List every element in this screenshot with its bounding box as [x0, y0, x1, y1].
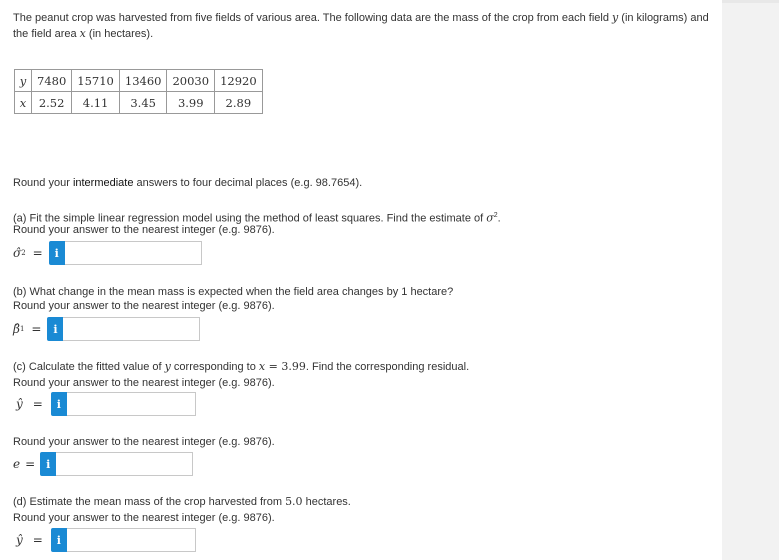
info-icon[interactable]: i	[49, 241, 65, 265]
table-cell: 7480	[32, 70, 72, 92]
info-icon[interactable]: i	[51, 392, 67, 416]
problem-statement: The peanut crop was harvested from five fields of various area. The following data are the mass of the crop from each field y (in kilograms) and the field area x (in hectares).	[13, 11, 709, 40]
row-label-y: y	[15, 70, 32, 92]
part-c-residual-round-note: Round your answer to the nearest integer (e.g. 9876).	[13, 436, 275, 448]
part-b-round-note: Round your answer to the nearest integer (e.g. 9876).	[13, 300, 275, 312]
equals-sign: =	[31, 322, 42, 336]
row-label-x: x	[15, 92, 32, 114]
part-d-question: (d) Estimate the mean mass of the crop harvested from 5.0 hectares.	[13, 495, 351, 508]
part-c-residual-row	[13, 451, 193, 477]
y-hat-symbol: ŷ	[16, 533, 23, 547]
table-cell: 13460	[119, 70, 167, 92]
equals-sign: =	[25, 457, 36, 471]
sigma-hat-symbol: σ̂ 2	[13, 246, 26, 260]
info-icon[interactable]: i	[40, 452, 56, 476]
equals-sign: =	[32, 246, 43, 260]
part-c-round-note: Round your answer to the nearest integer (e.g. 9876).	[13, 377, 275, 389]
part-d-answer-row	[13, 527, 196, 553]
info-icon[interactable]: i	[51, 528, 67, 552]
table-cell: 2.52	[32, 92, 72, 114]
table-cell: 4.11	[72, 92, 120, 114]
beta-hat-symbol: β̂ 1	[13, 322, 25, 336]
residual-symbol: e	[13, 457, 21, 471]
table-cell: 20030	[167, 70, 215, 92]
data-table	[14, 69, 263, 114]
part-b-question: (b) What change in the mean mass is expected when the field area changes by 1 hectare?	[13, 286, 454, 298]
residual-input[interactable]	[56, 452, 193, 476]
mean-mass-estimate-input[interactable]	[67, 528, 196, 552]
part-c-question: (c) Calculate the fitted value of y corresponding to x = 3.99. Find the corresponding residual.	[13, 360, 470, 373]
part-a-round-note: Round your answer to the nearest integer (e.g. 9876).	[13, 224, 275, 236]
table-cell: 3.45	[119, 92, 167, 114]
info-icon[interactable]: i	[47, 317, 63, 341]
part-b-answer-row	[13, 316, 200, 342]
equals-sign: =	[32, 533, 43, 547]
table-cell: 15710	[72, 70, 120, 92]
table-row-x	[15, 92, 263, 114]
table-cell: 3.99	[167, 92, 215, 114]
part-d-round-note: Round your answer to the nearest integer (e.g. 9876).	[13, 512, 275, 524]
beta1-input[interactable]	[63, 317, 200, 341]
fitted-value-input[interactable]	[67, 392, 196, 416]
table-cell: 2.89	[215, 92, 263, 114]
table-row-y	[15, 70, 263, 92]
sigma-squared-input[interactable]	[65, 241, 202, 265]
part-a-answer-row	[13, 240, 202, 266]
part-a-question: (a) Fit the simple linear regression model using the method of least squares. Find the estimate of $\sigma^2$.	[13, 211, 501, 225]
rounding-note: Round your intermediate answers to four decimal places (e.g. 98.7654).	[13, 177, 363, 189]
y-hat-symbol: ŷ	[16, 397, 23, 411]
table-cell: 12920	[215, 70, 263, 92]
part-c-fitted-row	[13, 391, 196, 417]
equals-sign: =	[32, 397, 43, 411]
